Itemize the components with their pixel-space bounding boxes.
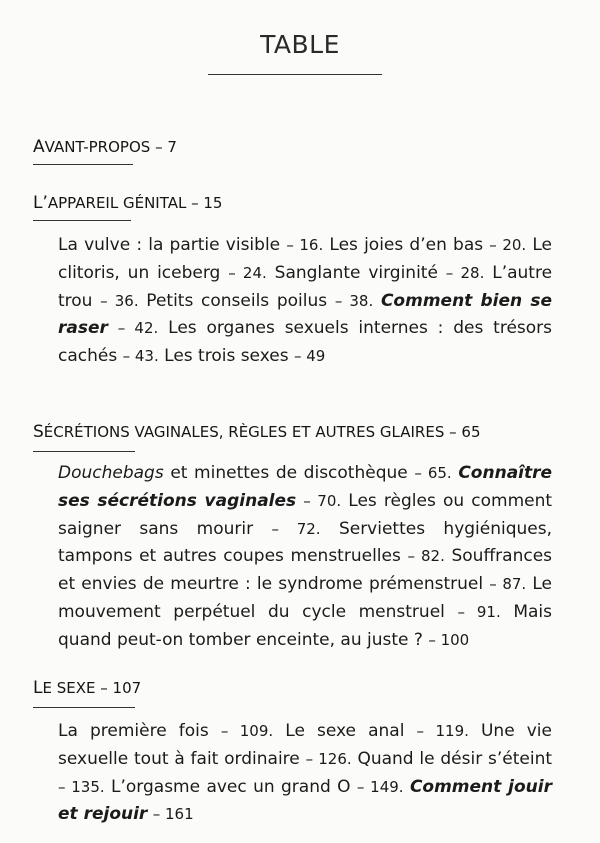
entry-title: Comment bien se raser: [58, 290, 552, 339]
entry-page: – 28.: [445, 263, 485, 282]
heading-page: – 7: [155, 138, 177, 156]
entry-title: L’autre trou: [58, 262, 553, 311]
entry-title: Les trois sexes: [164, 346, 289, 367]
section-underline: [33, 164, 133, 165]
entry-page: – 126.: [305, 749, 352, 768]
entry-title: La première fois: [58, 721, 209, 741]
entry-page: – 38.: [334, 291, 374, 310]
entry-page: – 119.: [416, 722, 469, 740]
section-entries-secretions: [58, 460, 552, 655]
entry-page: – 36.: [100, 291, 139, 310]
entry-page: – 135.: [58, 777, 105, 796]
section-heading-appareil-genital: [33, 193, 222, 213]
heading-initial: L’: [33, 193, 48, 213]
section-entries-appareil-genital: [58, 232, 552, 371]
entry-title: Petits conseils poilus: [146, 290, 328, 311]
section-heading-avant-propos: [33, 137, 177, 157]
entry-page: – 70.: [303, 491, 342, 510]
entry-title: L’orgasme avec un grand O: [111, 776, 351, 797]
heading-page: – 15: [191, 194, 223, 212]
entry-page: – 42.: [117, 319, 159, 338]
heading-initial: S: [33, 422, 44, 442]
entry-title: Le mouvement perpétuel du cycle menstruel: [58, 574, 552, 622]
entry-page: – 49: [293, 347, 326, 366]
entry-title-em: Douchebags: [58, 463, 164, 483]
heading-text: APPAREIL GÉNITAL: [47, 194, 187, 212]
entry-title: Sanglante virginité: [274, 262, 438, 283]
entry-page: – 87.: [489, 575, 527, 594]
entry-page: – 16.: [286, 236, 324, 254]
entry-page: – 149.: [356, 777, 404, 796]
entry-title: Souffrances et envies de meurtre : le syndrome prémenstruel: [58, 546, 553, 595]
heading-initial: A: [33, 137, 45, 157]
entry-title: Une vie sexuelle tout à fait ordinaire: [58, 721, 552, 769]
entry-title: Le clitoris, un iceberg: [58, 235, 553, 283]
entry-page: – 161: [152, 805, 194, 824]
entry-title: Les règles ou comment saigner sans mourir: [58, 490, 553, 539]
entry-page: – 82.: [407, 547, 445, 566]
heading-initial: L: [33, 678, 43, 698]
entry-title: Comment jouir et rejouir: [58, 776, 552, 825]
entry-title: Le sexe anal: [285, 721, 405, 741]
entry-page: – 100: [428, 630, 470, 649]
section-heading-secretions: [33, 422, 481, 442]
entry-title: Connaître ses sécrétions vaginales: [58, 463, 553, 511]
entry-page: – 91.: [457, 602, 501, 621]
entry-title: et minettes de discothèque: [163, 463, 408, 483]
entry-title: La vulve : la partie visible: [58, 235, 281, 255]
entry-page: – 72.: [271, 519, 321, 538]
entry-page: – 24.: [228, 263, 267, 282]
section-underline: [33, 220, 131, 221]
heading-text: ÉCRÉTIONS VAGINALES, RÈGLES ET AUTRES GLAIRES: [43, 423, 445, 441]
entry-page: – 109.: [220, 722, 274, 740]
entry-title: Serviettes hygiéniques, tampons et autres coupes menstruelles: [58, 518, 553, 567]
section-entries-le-sexe: [58, 718, 552, 829]
section-heading-le-sexe: [33, 678, 141, 698]
entry-page: – 65.: [414, 464, 452, 482]
section-underline: [33, 451, 135, 452]
entry-title: Mais quand peut-on tomber enceinte, au juste ?: [58, 601, 552, 650]
entry-page: – 43.: [122, 347, 159, 366]
entry-title: Quand le désir s’éteint: [357, 748, 553, 769]
entry-title: Les joies d’en bas: [329, 235, 484, 255]
page-title: TABLE: [260, 30, 340, 59]
heading-page: – 65: [449, 423, 481, 441]
entry-page: – 20.: [489, 236, 527, 254]
entry-title: Les organes sexuels internes : des trésors cachés: [58, 318, 553, 367]
heading-text: VANT-PROPOS: [44, 138, 151, 156]
heading-text: E SEXE: [42, 679, 96, 697]
title-underline: [208, 74, 382, 75]
section-underline: [33, 707, 135, 708]
heading-page: – 107: [100, 679, 142, 697]
